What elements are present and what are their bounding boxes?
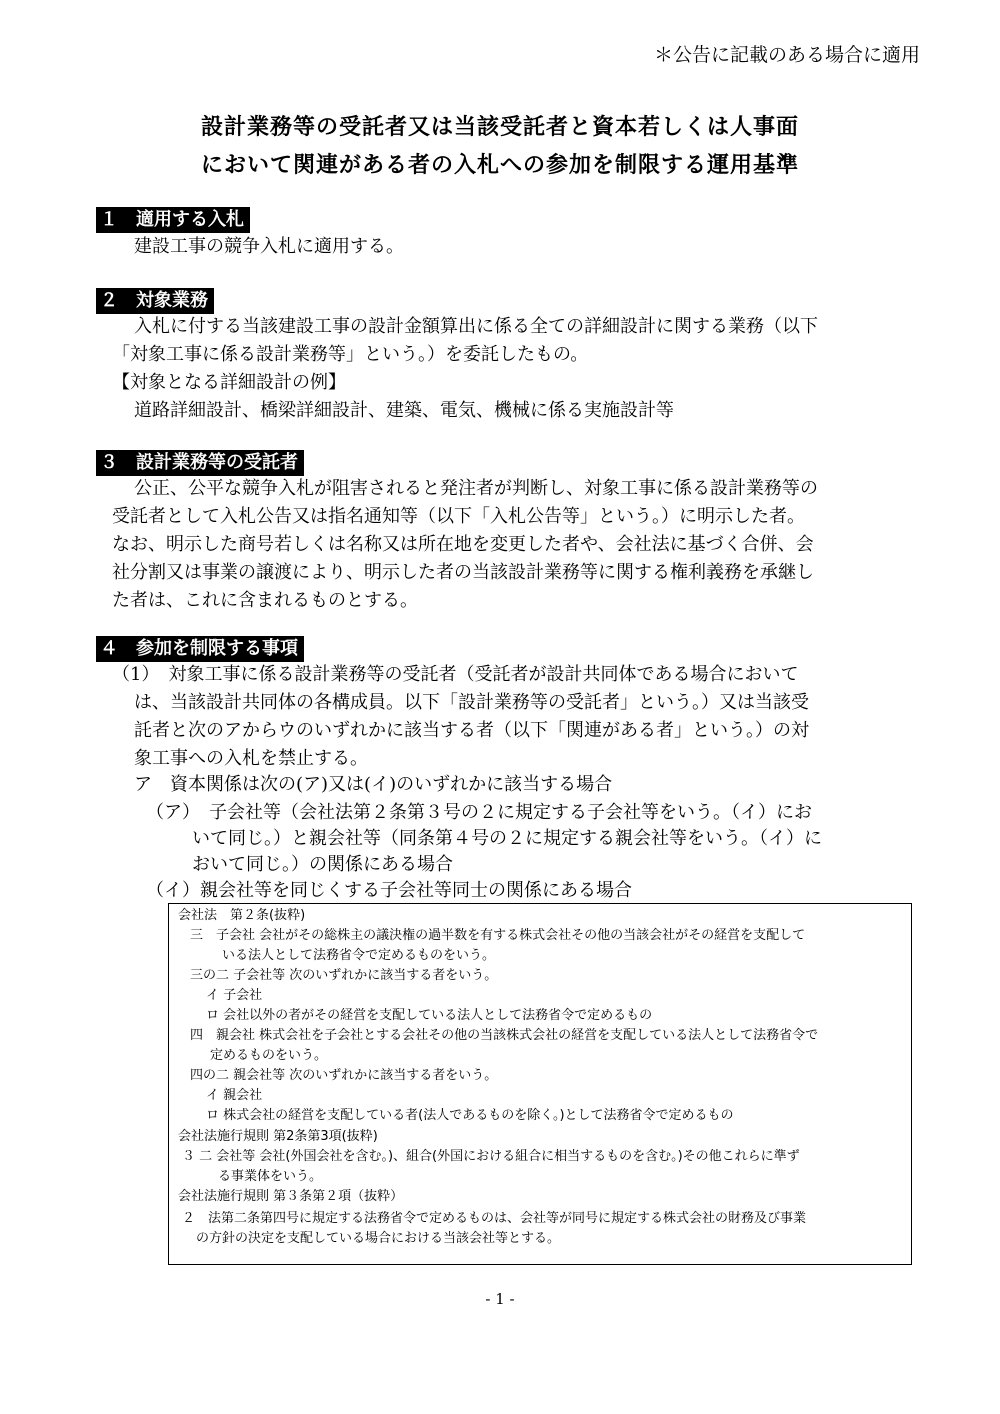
section-2-example-heading: 【対象となる詳細設計の例】	[112, 372, 346, 393]
law-box-line: ２ 法第二条第四号に規定する法務省令で定めるものは、会社等が同号に規定する株式会社の財務及び事業	[182, 1211, 807, 1226]
page-number: - 1 -	[485, 1290, 515, 1308]
section-2-line-2: 「対象工事に係る設計業務等」という。）を委託したもの。	[112, 344, 589, 365]
law-box-line: 三の二 子会社等 次のいずれかに該当する者をいう。	[190, 968, 498, 983]
law-box-line: ロ 株式会社の経営を支配している者(法人であるものを除く。)として法務省令で定めるもの	[206, 1108, 734, 1123]
law-box-line: いる法人として法務省令で定めるものをいう。	[222, 948, 496, 963]
section-2-line-1: 入札に付する当該建設工事の設計金額算出に係る全ての詳細設計に関する業務（以下	[134, 316, 818, 337]
section-4-item-1-line: 象工事への入札を禁止する。	[134, 748, 368, 769]
law-box-line: の方針の決定を支配している場合における当該会社等とする。	[196, 1231, 561, 1246]
law-box-line: イ 親会社	[206, 1088, 263, 1103]
application-note: ＊公告に記載のある場合に適用	[653, 44, 920, 66]
law-box-line: ３ 二 会社等 会社(外国会社を含む。)、組合(外国における組合に相当するものを含む。)その他これらに準ず	[182, 1149, 800, 1164]
law-box-line: ロ 会社以外の者がその経営を支配している法人として法務省令で定めるもの	[206, 1008, 653, 1023]
section-4-subitem-a1-line: （ア） 子会社等（会社法第２条第３号の２に規定する子会社等をいう。（イ）にお	[146, 802, 812, 823]
law-box-line: 四 親会社 株式会社を子会社とする会社その他の当該株式会社の経営を支配している法人として法務省令で	[190, 1028, 819, 1043]
law-box-line: 会社法施行規則 第2条第3項(抜粋)	[178, 1129, 378, 1144]
section-4-subitem-a1-line: いて同じ。）と親会社等（同条第４号の２に規定する親会社等をいう。（イ）に	[192, 828, 822, 849]
section-3-line: た者は、これに含まれるものとする。	[112, 590, 418, 611]
law-box-line: 定めるものをいう。	[210, 1048, 328, 1063]
law-box-line: 会社法 第２条(抜粋)	[178, 908, 306, 923]
section-3-line: 社分割又は事業の譲渡により、明示した者の当該設計業務等に関する権利義務を承継し	[112, 562, 814, 583]
section-4-subitem-a-heading: ア 資本関係は次の(ア)又は(イ)のいずれかに該当する場合	[134, 774, 613, 795]
section-3-line: 受託者として入札公告又は指名通知等（以下「入札公告等」という。）に明示した者。	[112, 506, 805, 527]
law-box-line: 四の二 親会社等 次のいずれかに該当する者をいう。	[190, 1068, 498, 1083]
document-title-line-1: 設計業務等の受託者又は当該受託者と資本若しくは人事面	[200, 115, 799, 140]
law-box-line: 三 子会社 会社がその総株主の議決権の過半数を有する株式会社その他の当該会社がその経営を支配して	[190, 928, 806, 943]
section-4-item-1-line: （1） 対象工事に係る設計業務等の受託者（受託者が設計共同体である場合において	[112, 664, 799, 685]
law-box-line: る事業体をいう。	[218, 1169, 323, 1184]
section-2-heading: ２ 対象業務	[96, 288, 214, 314]
section-3-line: 公正、公平な競争入札が阻害されると発注者が判断し、対象工事に係る設計業務等の	[134, 478, 818, 499]
section-1-body: 建設工事の競争入札に適用する。	[134, 236, 404, 257]
section-4-item-1-line: は、当該設計共同体の各構成員。以下「設計業務等の受託者」という。）又は当該受	[134, 692, 809, 713]
section-3-line: なお、明示した商号若しくは名称又は所在地を変更した者や、会社法に基づく合併、会	[112, 534, 814, 555]
section-4-subitem-a2: （イ）親会社等を同じくする子会社等同士の関係にある場合	[146, 880, 632, 901]
section-4-subitem-a1-line: おいて同じ。）の関係にある場合	[192, 854, 453, 875]
section-1-heading: １ 適用する入札	[96, 207, 250, 233]
section-4-heading: ４ 参加を制限する事項	[96, 636, 304, 662]
law-excerpt-box	[168, 903, 912, 1265]
law-box-line: イ 子会社	[206, 988, 263, 1003]
law-box-line: 会社法施行規則 第３条第２項（抜粋）	[178, 1189, 404, 1204]
section-3-heading: ３ 設計業務等の受託者	[96, 450, 304, 476]
document-title-line-2: において関連がある者の入札への参加を制限する運用基準	[200, 153, 799, 178]
section-4-item-1-line: 託者と次のアからウのいずれかに該当する者（以下「関連がある者」という。）の対	[134, 720, 809, 741]
section-2-example-body: 道路詳細設計、橋梁詳細設計、建築、電気、機械に係る実施設計等	[134, 400, 674, 421]
